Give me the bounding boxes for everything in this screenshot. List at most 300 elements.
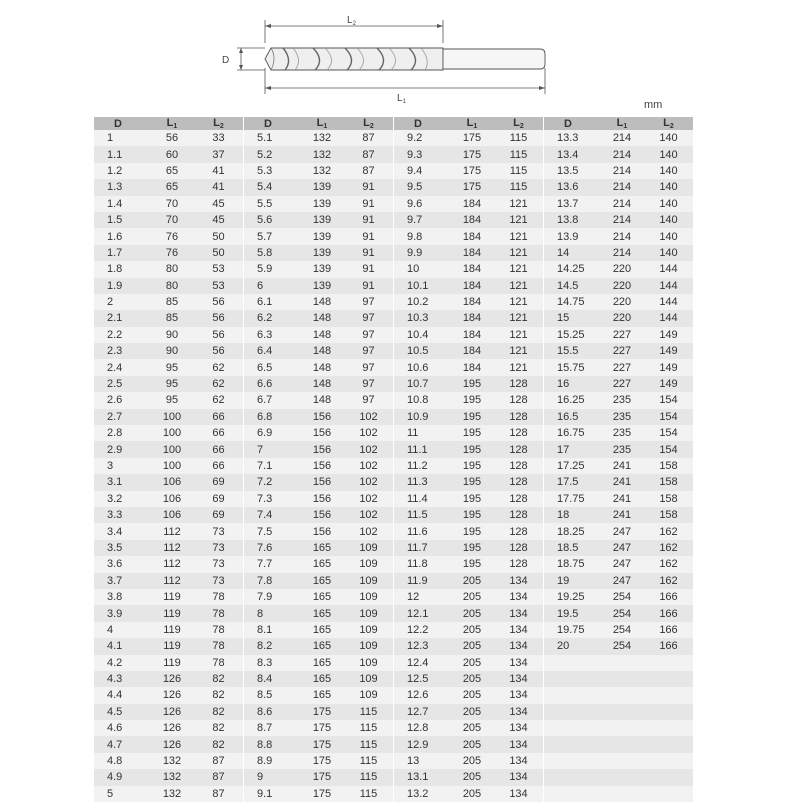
- l2-arrow-left: [265, 24, 271, 28]
- diameter-cell: 1.4: [107, 197, 123, 210]
- diameter-cell: 2.9: [107, 443, 123, 456]
- diameter-cell: 19.75: [557, 623, 585, 636]
- l1-cell: 184: [462, 230, 482, 243]
- l1-cell: 95: [165, 378, 179, 391]
- l1-cell: 205: [462, 673, 482, 686]
- l1-cell: 214: [612, 197, 632, 210]
- header-l1: $L_1$: [616, 117, 628, 130]
- l1-cell: 139: [312, 230, 332, 243]
- l2-cell: 134: [509, 574, 528, 587]
- diameter-cell: 13.1: [407, 771, 429, 784]
- table-row: [244, 622, 393, 638]
- l2-cell: 97: [362, 394, 375, 407]
- l1-cell: 119: [163, 607, 181, 620]
- l2-label: $L_2$: [347, 15, 356, 27]
- l1-cell: 175: [462, 132, 482, 145]
- l2-cell: 134: [509, 689, 528, 702]
- diameter-cell: 9: [257, 771, 264, 784]
- l1-cell: 65: [165, 181, 179, 194]
- diameter-cell: 13.3: [557, 132, 579, 145]
- l1-cell: 220: [612, 279, 632, 292]
- table-row: [394, 278, 543, 294]
- table-row: [544, 310, 693, 326]
- table-row: [394, 245, 543, 261]
- table-row: [94, 458, 243, 474]
- l1-cell: 175: [312, 738, 332, 751]
- l2-cell: 134: [509, 591, 528, 604]
- l1-cell: 227: [612, 328, 632, 341]
- l1-cell: 254: [612, 623, 632, 636]
- l1-cell: 165: [312, 689, 332, 702]
- l1-cell: 56: [165, 132, 179, 145]
- diameter-cell: 10.8: [407, 394, 429, 407]
- table-row: [544, 556, 693, 572]
- l2-cell: 109: [359, 623, 378, 636]
- table-row: [94, 671, 243, 687]
- table-row: [394, 573, 543, 589]
- l1-cell: 227: [612, 361, 632, 374]
- table-row: [244, 523, 393, 539]
- diameter-cell: 1.7: [107, 246, 123, 259]
- l1-cell: 139: [312, 263, 332, 276]
- diameter-cell: 11: [407, 427, 419, 440]
- dimension-table-4: [543, 117, 693, 797]
- l2-cell: 140: [659, 197, 678, 210]
- diameter-cell: 9.4: [407, 164, 423, 177]
- l1-cell: 205: [462, 722, 482, 735]
- table-row: [544, 392, 693, 408]
- table-row: [244, 146, 393, 162]
- table-row: [94, 507, 243, 523]
- l1-cell: 80: [165, 263, 179, 276]
- l2-cell: 115: [509, 181, 528, 194]
- diameter-cell: 1: [107, 132, 114, 145]
- l1-cell: 175: [312, 705, 332, 718]
- diameter-cell: 13.9: [557, 230, 579, 243]
- table-row: [94, 655, 243, 671]
- table-row: [94, 474, 243, 490]
- table-row: [244, 359, 393, 375]
- l2-cell: 87: [212, 787, 225, 800]
- diameter-cell: 12.6: [407, 689, 429, 702]
- l2-cell: 144: [659, 312, 678, 325]
- l1-cell: 100: [162, 443, 182, 456]
- diameter-cell: 9.7: [407, 214, 423, 227]
- l2-cell: 128: [509, 460, 528, 472]
- diameter-cell: 1.2: [107, 164, 123, 177]
- l2-cell: 87: [362, 164, 375, 177]
- diameter-cell: 7.1: [257, 460, 273, 472]
- l1-cell: 132: [312, 164, 332, 177]
- l1-cell: 220: [612, 263, 632, 276]
- l1-cell: 70: [165, 214, 179, 227]
- diameter-cell: 5.9: [257, 263, 273, 276]
- dimension-tables: [94, 117, 690, 800]
- l1-cell: 184: [462, 197, 482, 210]
- diameter-cell: 7.2: [257, 476, 273, 489]
- l1-cell: 205: [462, 705, 482, 718]
- table-row: [544, 278, 693, 294]
- table-row: [394, 507, 543, 523]
- l1-cell: 139: [312, 246, 332, 259]
- table-row: [394, 261, 543, 277]
- l2-cell: 91: [362, 279, 375, 292]
- table-row: [244, 294, 393, 310]
- table-row: [244, 409, 393, 425]
- l1-cell: 241: [612, 492, 632, 505]
- table-row: [394, 359, 543, 375]
- table-row: [394, 228, 543, 244]
- l1-cell: 205: [462, 623, 482, 636]
- l1-cell: 195: [462, 509, 482, 522]
- l1-cell: 165: [312, 607, 332, 620]
- table-row: [244, 507, 393, 523]
- l1-cell: 195: [462, 525, 482, 538]
- l2-cell: 121: [509, 328, 528, 341]
- table-row: [544, 228, 693, 244]
- l1-cell: 165: [312, 656, 332, 669]
- l2-cell: 97: [362, 345, 375, 358]
- diameter-cell: 12.1: [407, 607, 429, 620]
- header-l2: $L_2$: [513, 117, 524, 130]
- diameter-cell: 6.6: [257, 378, 273, 391]
- l2-cell: 66: [212, 460, 225, 472]
- diameter-cell: 4.6: [107, 722, 123, 735]
- diameter-cell: 10.7: [407, 378, 429, 391]
- table-row: [94, 556, 243, 572]
- diameter-cell: 18.25: [557, 525, 585, 538]
- l2-cell: 128: [509, 525, 528, 538]
- l1-cell: 148: [312, 296, 332, 309]
- diameter-cell: 6.4: [257, 345, 273, 358]
- l2-cell: 62: [212, 378, 225, 391]
- l2-cell: 50: [212, 230, 225, 243]
- table-row: [244, 458, 393, 474]
- table-row: [394, 671, 543, 687]
- table-row: [94, 376, 243, 392]
- diameter-cell: 11.7: [407, 541, 428, 554]
- diameter-cell: 5.3: [257, 164, 273, 177]
- table-row: [544, 196, 693, 212]
- l2-cell: 134: [509, 722, 528, 735]
- header-l1: $L_1$: [466, 117, 478, 130]
- unit-label: mm: [644, 99, 663, 111]
- l2-cell: 115: [359, 705, 378, 718]
- l2-cell: 166: [659, 607, 678, 620]
- header-d: D: [264, 117, 272, 130]
- l1-cell: 241: [612, 509, 632, 522]
- diameter-cell: 7.9: [257, 591, 273, 604]
- l2-cell: 87: [212, 755, 225, 768]
- diameter-cell: 1.9: [107, 279, 123, 292]
- l1-cell: 95: [165, 394, 179, 407]
- table-row: [394, 491, 543, 507]
- table-row: [94, 245, 243, 261]
- diameter-cell: 15.25: [557, 328, 585, 341]
- table-row: [94, 425, 243, 441]
- table-row: [244, 212, 393, 228]
- diameter-cell: 9.3: [407, 148, 423, 161]
- table-row: [544, 163, 693, 179]
- table-row: [94, 573, 243, 589]
- l1-cell: 90: [165, 345, 179, 358]
- l1-cell: 132: [162, 755, 182, 768]
- l1-cell: 227: [612, 378, 632, 391]
- table-row: [94, 196, 243, 212]
- diameter-cell: 13.2: [407, 787, 429, 800]
- diameter-cell: 6.3: [257, 328, 273, 341]
- diameter-cell: 10.4: [407, 328, 429, 341]
- diameter-cell: 10.2: [407, 296, 429, 309]
- diameter-cell: 6.7: [257, 394, 273, 407]
- l2-cell: 121: [509, 279, 528, 292]
- table-row: [394, 343, 543, 359]
- diameter-cell: 1.6: [107, 230, 123, 243]
- l1-cell: 195: [462, 460, 482, 472]
- diameter-cell: 3.3: [107, 509, 123, 522]
- l2-cell: 91: [362, 263, 375, 276]
- empty-row: [544, 753, 693, 769]
- header-l2: $L_2$: [363, 117, 374, 130]
- l1-cell: 175: [312, 771, 332, 784]
- l1-cell: 214: [612, 230, 632, 243]
- diameter-cell: 13.4: [557, 148, 579, 161]
- l2-cell: 50: [212, 246, 225, 259]
- table-header: [394, 117, 543, 130]
- table-row: [94, 294, 243, 310]
- diameter-cell: 15.75: [557, 361, 585, 374]
- l2-cell: 115: [359, 755, 378, 768]
- table-row: [394, 376, 543, 392]
- l2-cell: 102: [359, 492, 378, 505]
- l1-cell: 205: [462, 607, 482, 620]
- diameter-cell: 9.2: [407, 132, 423, 145]
- table-row: [394, 409, 543, 425]
- diameter-cell: 19: [557, 574, 570, 587]
- l2-cell: 144: [659, 263, 678, 276]
- l2-cell: 166: [659, 623, 678, 636]
- l1-cell: 148: [312, 345, 332, 358]
- header-l1: $L_1$: [316, 117, 328, 130]
- diameter-cell: 11.4: [407, 492, 428, 505]
- table-row: [94, 687, 243, 703]
- diameter-cell: 8.1: [257, 623, 273, 636]
- table-row: [394, 655, 543, 671]
- header-l2: $L_2$: [663, 117, 674, 130]
- header-d: D: [564, 117, 572, 130]
- diameter-cell: 2.4: [107, 361, 123, 374]
- l1-cell: 132: [312, 132, 332, 145]
- table-row: [94, 392, 243, 408]
- l2-cell: 134: [509, 623, 528, 636]
- diameter-cell: 12.5: [407, 673, 429, 686]
- table-row: [544, 179, 693, 195]
- l1-cell: 165: [312, 623, 332, 636]
- table-row: [244, 589, 393, 605]
- table-row: [544, 589, 693, 605]
- l1-cell: 175: [462, 148, 482, 161]
- l1-cell: 214: [612, 132, 632, 145]
- table-row: [244, 310, 393, 326]
- table-row: [244, 130, 393, 146]
- diameter-cell: 1.8: [107, 263, 123, 276]
- diameter-cell: 11.1: [407, 443, 428, 456]
- l2-cell: 134: [509, 640, 528, 653]
- l2-cell: 115: [359, 722, 378, 735]
- l1-cell: 247: [612, 558, 632, 571]
- table-row: [394, 310, 543, 326]
- table-row: [394, 720, 543, 736]
- diameter-cell: 19.25: [557, 591, 585, 604]
- diameter-cell: 8.7: [257, 722, 273, 735]
- l1-cell: 139: [312, 214, 332, 227]
- l1-cell: 184: [462, 345, 482, 358]
- header-d: D: [414, 117, 422, 130]
- l1-cell: 126: [162, 738, 182, 751]
- diameter-cell: 6.9: [257, 427, 273, 440]
- l2-cell: 134: [509, 738, 528, 751]
- l2-cell: 73: [212, 541, 225, 554]
- table-row: [244, 704, 393, 720]
- l1-cell: 165: [312, 541, 332, 554]
- l1-cell: 184: [462, 214, 482, 227]
- d-arrow-top: [239, 48, 243, 53]
- table-row: [94, 228, 243, 244]
- l1-cell: 195: [462, 443, 482, 456]
- diameter-cell: 6.5: [257, 361, 273, 374]
- l1-cell: 70: [165, 197, 179, 210]
- l2-cell: 109: [359, 673, 378, 686]
- diameter-cell: 12.7: [407, 705, 429, 718]
- l1-arrow-right: [539, 86, 545, 90]
- table-row: [544, 376, 693, 392]
- l2-cell: 82: [212, 673, 225, 686]
- table-row: [244, 425, 393, 441]
- table-row: [94, 310, 243, 326]
- diameter-cell: 10.6: [407, 361, 429, 374]
- table-row: [544, 523, 693, 539]
- l1-cell: 184: [462, 361, 482, 374]
- diameter-cell: 3.9: [107, 607, 123, 620]
- dimension-table-1: [94, 117, 243, 800]
- l2-cell: 102: [359, 525, 378, 538]
- table-row: [244, 343, 393, 359]
- l2-cell: 69: [212, 492, 225, 505]
- l2-cell: 109: [359, 607, 378, 620]
- table-row: [244, 769, 393, 785]
- diameter-cell: 3.5: [107, 541, 123, 554]
- l2-cell: 134: [509, 755, 528, 768]
- l2-cell: 128: [509, 410, 528, 423]
- diameter-cell: 5.2: [257, 148, 273, 161]
- table-row: [94, 146, 243, 162]
- table-row: [544, 409, 693, 425]
- l2-cell: 109: [359, 541, 378, 554]
- diameter-cell: 13.6: [557, 181, 579, 194]
- table-row: [244, 245, 393, 261]
- l1-cell: 112: [163, 525, 181, 538]
- empty-row: [544, 736, 693, 752]
- l1-cell: 247: [612, 525, 632, 538]
- diameter-cell: 3: [107, 460, 114, 472]
- l2-cell: 154: [659, 443, 678, 456]
- l2-cell: 121: [509, 197, 528, 210]
- l2-cell: 162: [659, 541, 678, 554]
- table-row: [394, 163, 543, 179]
- diameter-cell: 9.9: [407, 246, 423, 259]
- diameter-cell: 6.1: [257, 296, 273, 309]
- l1-cell: 106: [162, 476, 182, 489]
- table-row: [544, 573, 693, 589]
- diameter-cell: 2.5: [107, 378, 123, 391]
- l1-cell: 119: [163, 591, 181, 604]
- diameter-cell: 7.8: [257, 574, 273, 587]
- table-row: [544, 474, 693, 490]
- diameter-cell: 11.8: [407, 558, 428, 571]
- l2-cell: 91: [362, 230, 375, 243]
- l2-cell: 162: [659, 525, 678, 538]
- diameter-cell: 11.9: [407, 574, 428, 587]
- l2-cell: 149: [659, 345, 678, 358]
- table-row: [394, 392, 543, 408]
- dimension-table-2: [243, 117, 393, 800]
- table-row: [94, 163, 243, 179]
- l2-cell: 128: [509, 443, 528, 456]
- table-row: [244, 327, 393, 343]
- table-row: [544, 294, 693, 310]
- table-header: [244, 117, 393, 130]
- table-row: [394, 458, 543, 474]
- l1-cell: 214: [612, 246, 632, 259]
- l1-cell: 100: [162, 410, 182, 423]
- diameter-cell: 13.5: [557, 164, 579, 177]
- header-l1: $L_1$: [166, 117, 178, 130]
- diameter-cell: 4.8: [107, 755, 123, 768]
- l1-cell: 106: [162, 509, 182, 522]
- table-row: [544, 146, 693, 162]
- diameter-cell: 9.1: [257, 787, 273, 800]
- l1-cell: 85: [165, 312, 179, 325]
- l1-cell: 106: [162, 492, 182, 505]
- l1-cell: 214: [612, 164, 632, 177]
- l1-cell: 65: [165, 164, 179, 177]
- diameter-cell: 4: [107, 623, 114, 636]
- l1-cell: 85: [165, 296, 179, 309]
- diameter-cell: 16.5: [557, 410, 579, 423]
- diameter-cell: 8.6: [257, 705, 273, 718]
- diameter-cell: 16: [557, 378, 570, 391]
- l1-cell: 205: [462, 574, 482, 587]
- table-row: [394, 212, 543, 228]
- l2-cell: 149: [659, 361, 678, 374]
- empty-row: [544, 655, 693, 671]
- l1-cell: 214: [612, 214, 632, 227]
- diameter-cell: 17: [557, 443, 570, 456]
- l1-cell: 119: [163, 623, 181, 636]
- l1-cell: 241: [612, 476, 632, 489]
- l1-cell: 132: [312, 148, 332, 161]
- l1-cell: 100: [162, 427, 182, 440]
- l2-cell: 140: [659, 132, 678, 145]
- l1-cell: 214: [612, 181, 632, 194]
- diameter-cell: 5.1: [257, 132, 273, 145]
- table-row: [244, 376, 393, 392]
- table-row: [94, 409, 243, 425]
- l2-cell: 140: [659, 164, 678, 177]
- diameter-cell: 2.2: [107, 328, 123, 341]
- l1-cell: 247: [612, 574, 632, 587]
- l2-cell: 69: [212, 509, 225, 522]
